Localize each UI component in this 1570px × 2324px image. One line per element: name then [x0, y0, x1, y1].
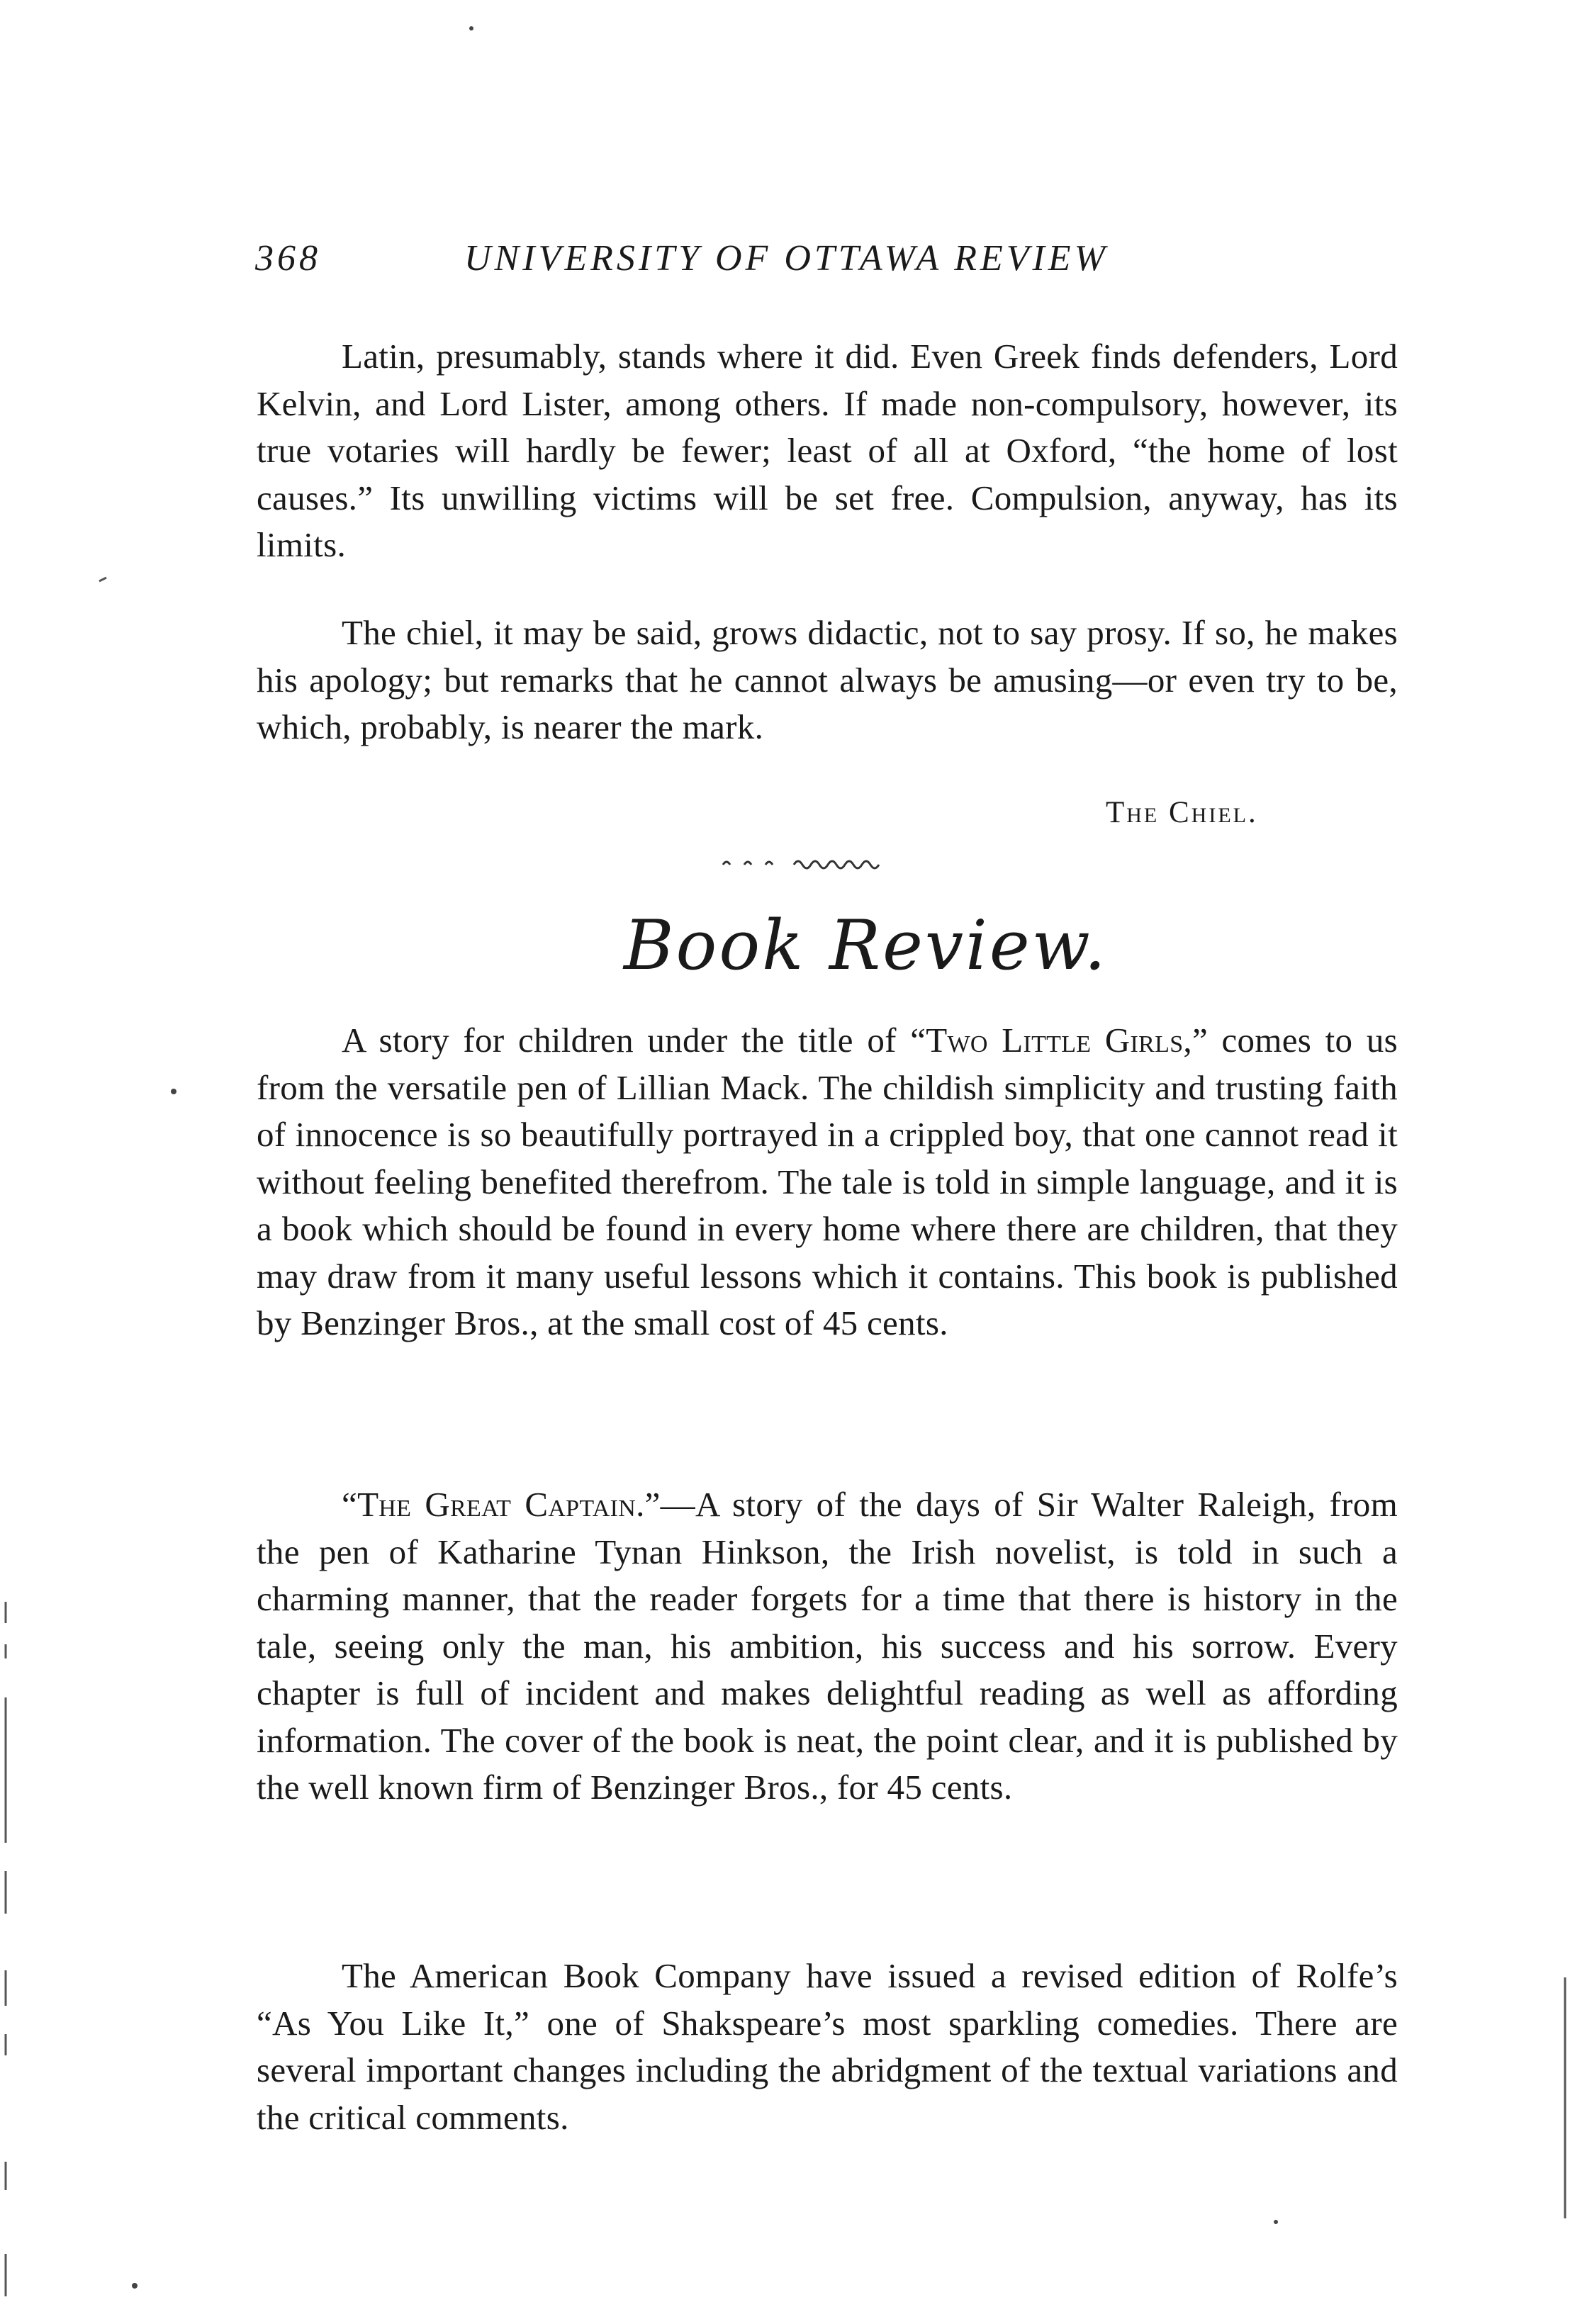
section-heading-book-review: Book Review. — [624, 906, 1108, 985]
book-title: Two Little Girls — [926, 1021, 1184, 1060]
review-text-after: .”—A story of the days of Sir Walter Raleigh, from the pen of Katharine Tynan Hinkson, the Irish novelist, is told in such a charming manner, that the reader forgets for a time that there is history in the tale, seeing only the man, his ambition, his success and his sorrow. Every chapter is full of incident and makes delightful reading as well as affording information. The cover of the book is neat, the point clear, and it is published by the well known firm of Benzinger Bros., for 45 cents. — [257, 1485, 1398, 1807]
book-title: The Great Captain — [357, 1485, 637, 1524]
paragraph-text: Latin, presumably, stands where it did. Even Greek finds defenders, Lord Kelvin, and Lord Lister, among others. If made non-compulsory, however, its true votaries will hardly be fewer; least of all at Oxford, “the home of lost causes.” Its unwilling victims will be set free. Compulsion, anyway, has its limits. — [257, 337, 1398, 564]
running-title: UNIVERSITY OF OTTAWA REVIEW — [464, 238, 1109, 279]
review-text-after: ,” comes to us from the versatile pen of Lillian Mack. The childish simplicity and trusting faith of innocence is so beautifully portrayed in a crippled boy, that one cannot read it without feeling benefited therefrom. The tale is told in simple language, and it is a book which should be found in every home where there are children, that they may draw from it many useful lessons which it contains. This book is published by Benzinger Bros., at the small cost of 45 cents. — [257, 1021, 1398, 1342]
paragraph-text: The American Book Company have issued a revised edition of Rolfe’s “As You Like It,” one of Shakspeare’s most sparkling comedies. There are several important changes including the abridgment of the textual variations and the critical comments. — [257, 1956, 1398, 2137]
page-number: 368 — [255, 238, 321, 279]
review-text-before: A story for children under the title of “ — [342, 1021, 926, 1060]
signature: The Chiel. — [1106, 796, 1258, 829]
paragraph-text: The chiel, it may be said, grows didactic, not to say prosy. If so, he makes his apology; but remarks that he cannot always be amusing—or even try to be, which, probably, is nearer the mark. — [257, 613, 1398, 746]
review-text-before: “ — [342, 1485, 358, 1524]
